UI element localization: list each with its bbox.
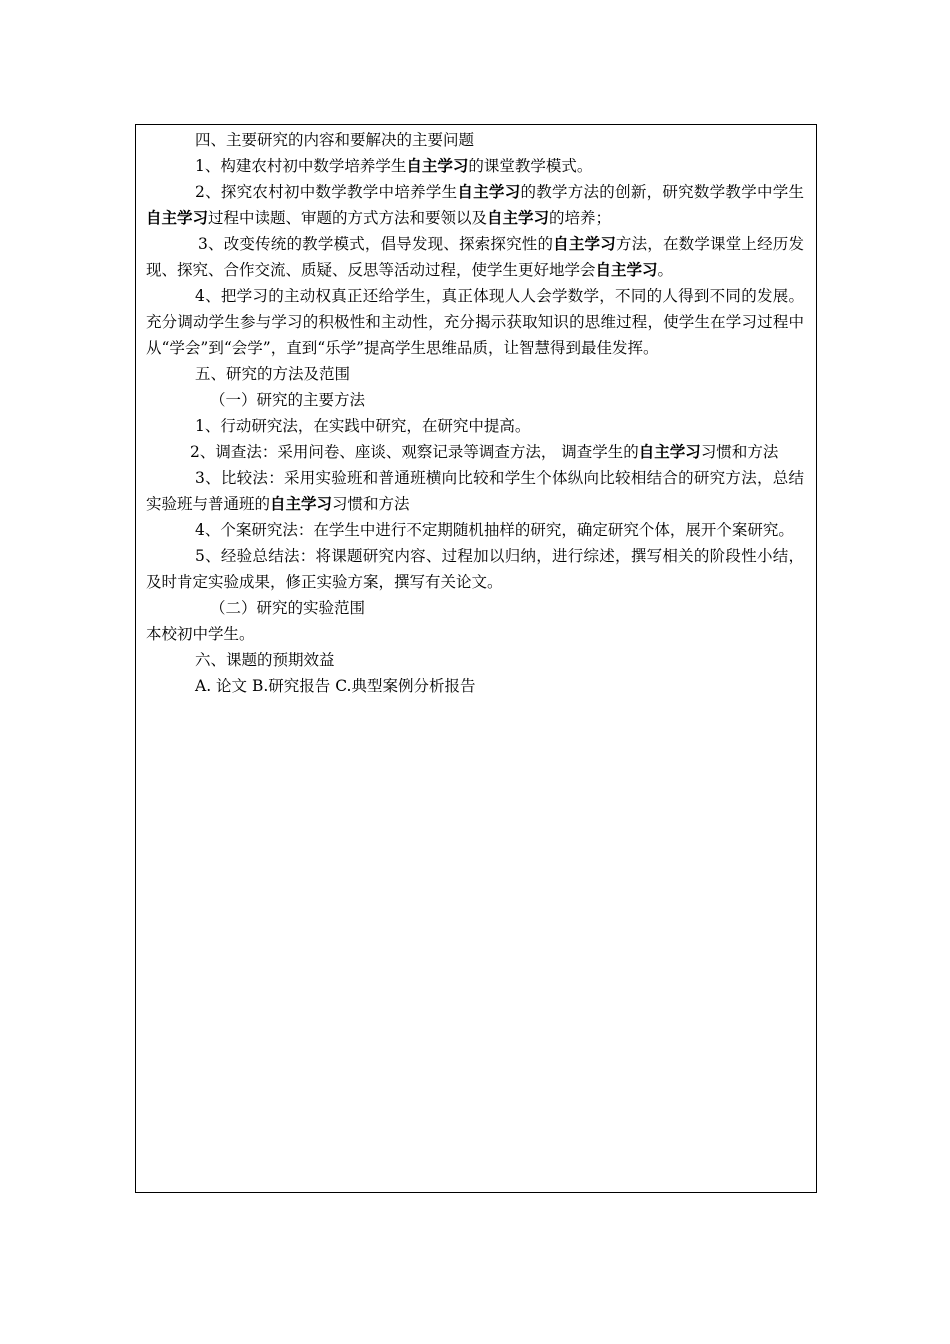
bold-term: 自主学习 [406, 157, 469, 175]
subsection-heading-2: （二）研究的实验范围 [210, 599, 366, 617]
method-2 [146, 439, 804, 465]
text-run: 的课堂教学模式。 [468, 157, 593, 175]
section-heading-5: 五、研究的方法及范围 [195, 365, 351, 383]
text-run: 习惯和方法 [332, 495, 410, 513]
bold-term: 自主学习 [270, 495, 333, 513]
text-run: 。 [657, 261, 674, 279]
text-run: 2、调查法：采用问卷、座谈、观察记录等调查方法， 调查学生的 [190, 443, 639, 461]
method-4: 4、个案研究法：在学生中进行不定期随机抽样的研究，确定研究个体，展开个案研究。 [195, 521, 794, 539]
section-heading-4: 四、主要研究的内容和要解决的主要问题 [195, 131, 475, 149]
scope-text: 本校初中学生。 [146, 625, 255, 643]
subsection-heading-1: （一）研究的主要方法 [210, 391, 366, 409]
text-run: 3、比较法：采用实验班和普通班横向比较和学生个体纵向比较相结合的研究方法，总结实验班与普通班的 [146, 469, 804, 513]
expected-outcomes: A. 论文 B.研究报告 C.典型案例分析报告 [195, 677, 476, 695]
text-run: 的培养； [549, 209, 612, 227]
paragraph-2 [146, 179, 804, 231]
method-1: 1、行动研究法，在实践中研究，在研究中提高。 [195, 417, 531, 435]
paragraph-1 [146, 153, 804, 179]
method-5: 5、经验总结法：将课题研究内容、过程加以归纳，进行综述，撰写相关的阶段性小结，及时肯定实验成果，修正实验方案，撰写有关论文。 [146, 547, 804, 591]
bold-term: 自主学习 [487, 209, 550, 227]
bold-term: 自主学习 [457, 183, 521, 201]
text-run: 习惯和方法 [700, 443, 779, 461]
text-run: 方法，在数学课堂上经历发现、探究、合作交流、质疑、反思等活动过程，使学生更好地学会 [146, 235, 804, 279]
text-run: 过程中读题、审题的方式方法和要领以及 [208, 209, 488, 227]
text-run: 2、探究农村初中数学教学中培养学生 [195, 183, 458, 201]
bold-term: 自主学习 [146, 209, 209, 227]
bold-term: 自主学习 [595, 261, 658, 279]
text-run: 的教学方法的创新，研究数学教学中学生 [520, 183, 804, 201]
paragraph-4: 4、把学习的主动权真正还给学生，真正体现人人会学数学，不同的人得到不同的发展。充分调动学生参与学习的积极性和主动性，充分揭示获取知识的思维过程，使学生在学习过程中从“学会”到“会学”，直到“乐学”提高学生思维品质，让智慧得到最佳发挥。 [146, 287, 804, 357]
document-frame [135, 124, 817, 1193]
section-heading-6: 六、课题的预期效益 [195, 651, 335, 669]
bold-term: 自主学习 [638, 443, 701, 461]
paragraph-3 [146, 231, 804, 283]
method-3 [146, 465, 804, 517]
bold-term: 自主学习 [553, 235, 616, 253]
text-run: 3、改变传统的教学模式，倡导发现、探索探究性的 [198, 235, 554, 253]
text-run: 1、构建农村初中数学培养学生 [195, 157, 407, 175]
